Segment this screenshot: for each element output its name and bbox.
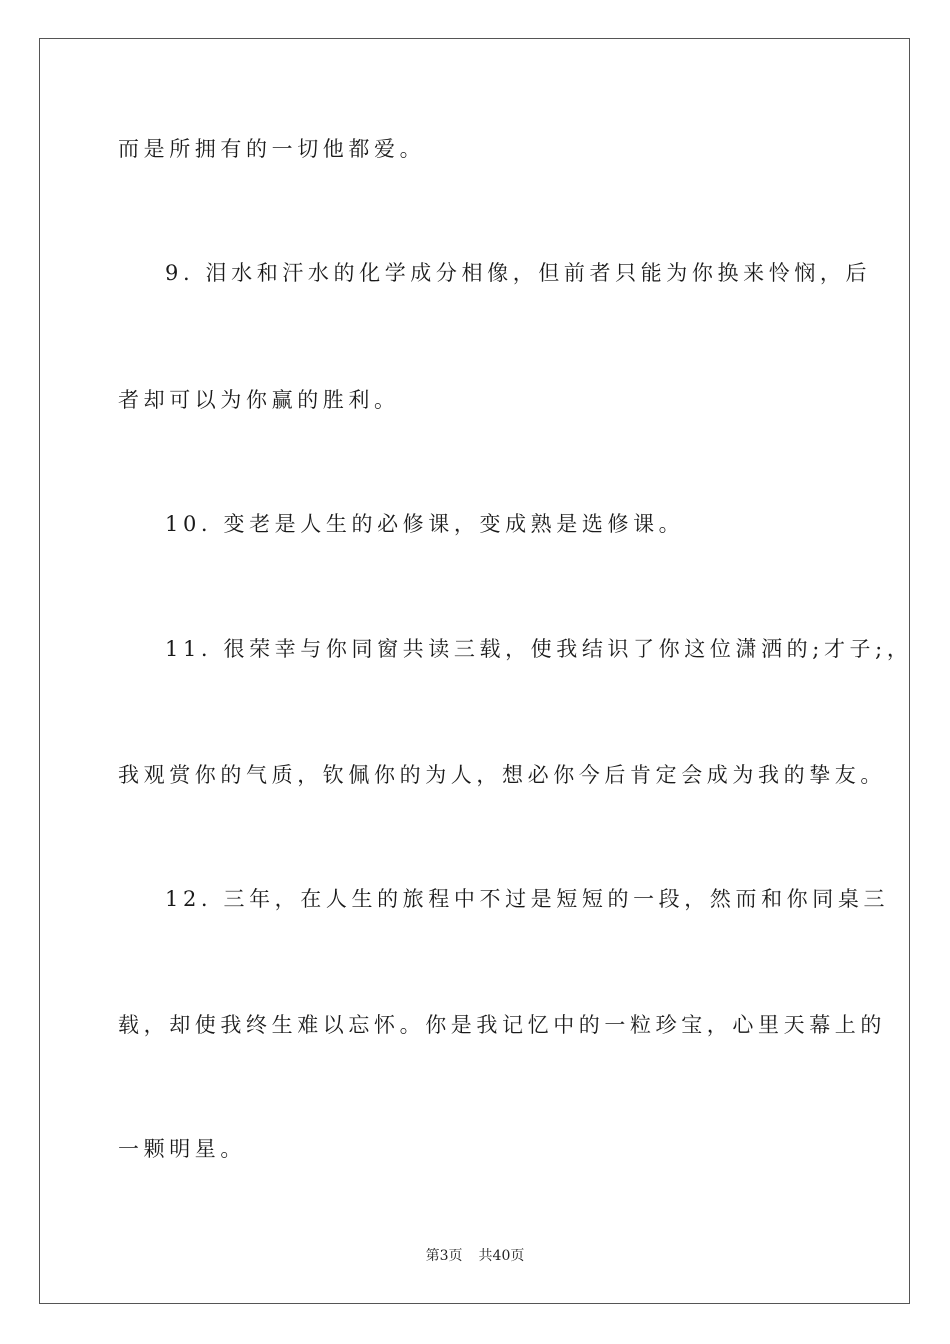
page-total: 共40页 xyxy=(478,1248,525,1264)
text-line-5: 11. 很荣幸与你同窗共读三载，使我结识了你这位潇洒的;才子;， xyxy=(165,637,913,661)
page-footer xyxy=(0,1247,950,1265)
page-number: 第3页 xyxy=(425,1248,463,1264)
text-line-6: 我观赏你的气质，钦佩你的为人，想必你今后肯定会成为我的挚友。 xyxy=(118,763,886,787)
text-line-3: 者却可以为你赢的胜利。 xyxy=(118,388,400,412)
text-line-9: 一颗明星。 xyxy=(118,1137,246,1161)
text-line-2: 9. 泪水和汗水的化学成分相像，但前者只能为你换来怜悯，后 xyxy=(165,261,872,285)
text-line-1: 而是所拥有的一切他都爱。 xyxy=(118,137,426,161)
text-line-8: 载，却使我终生难以忘怀。你是我记忆中的一粒珍宝，心里天幕上的 xyxy=(118,1013,886,1037)
text-line-4: 10. 变老是人生的必修课，变成熟是选修课。 xyxy=(165,512,685,536)
page-frame xyxy=(39,38,913,1304)
text-line-7: 12. 三年，在人生的旅程中不过是短短的一段，然而和你同桌三 xyxy=(165,887,890,911)
